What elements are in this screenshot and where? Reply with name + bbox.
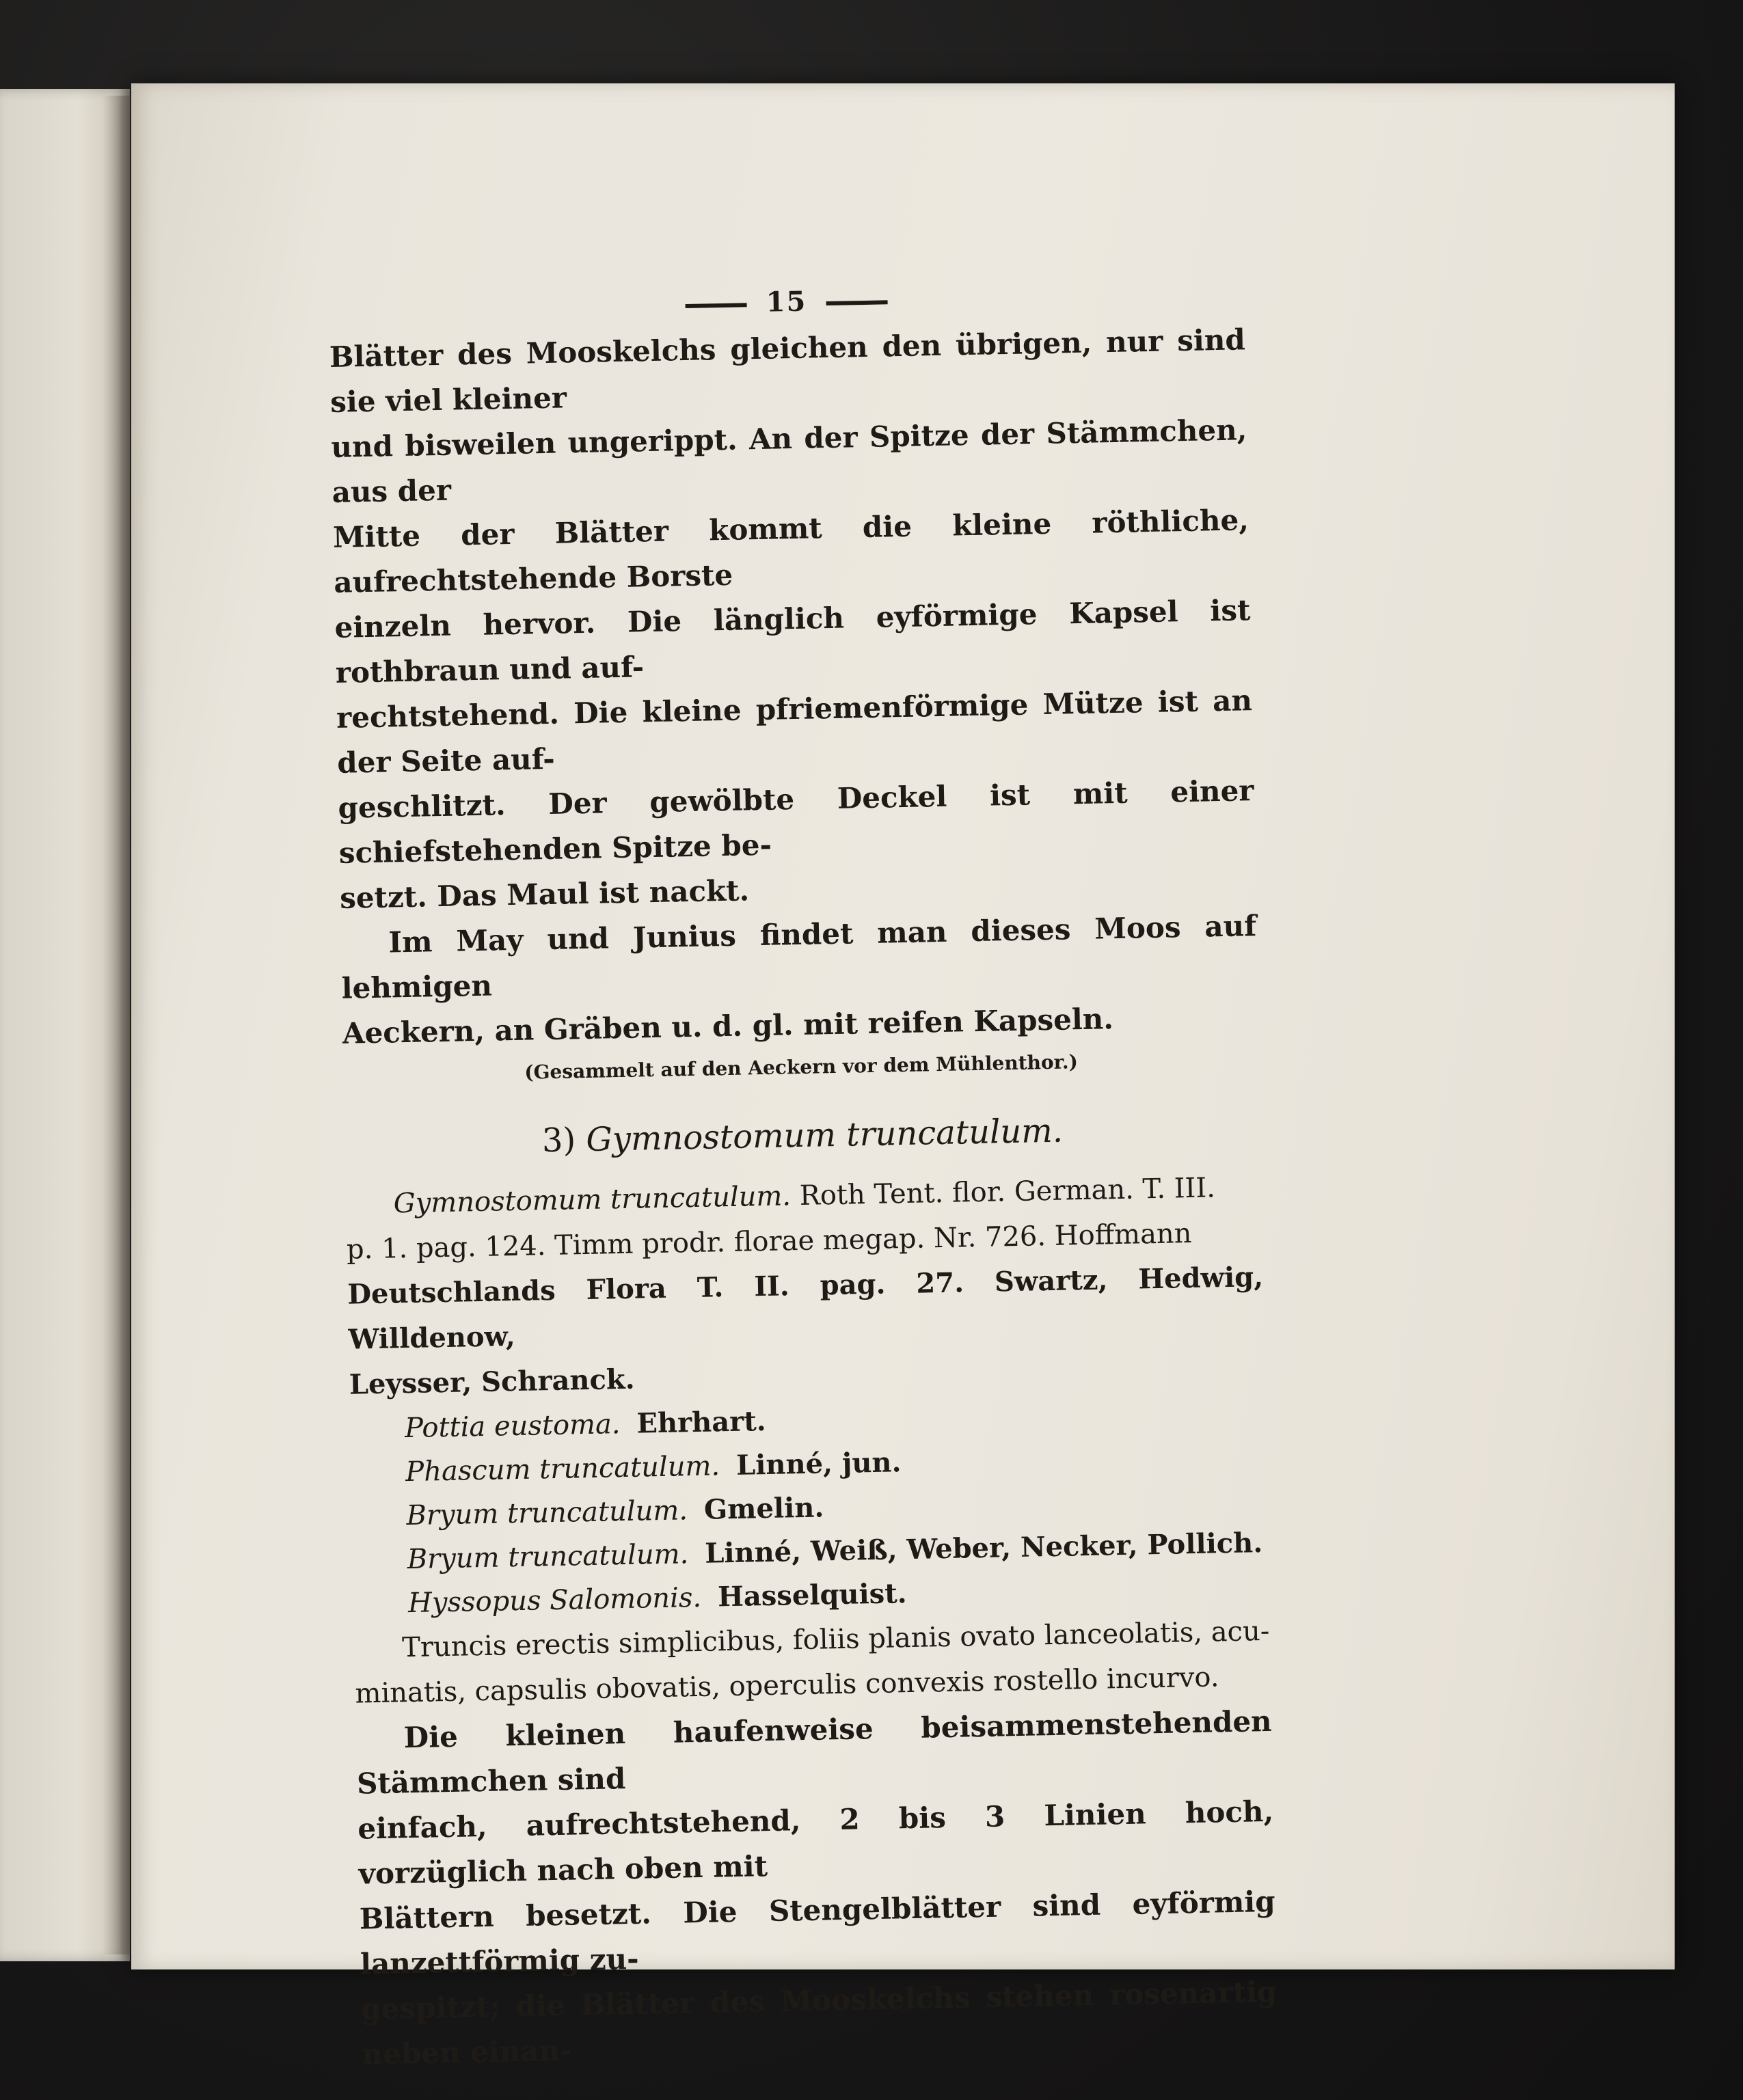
synonym-author: Ehrhart. xyxy=(636,1405,767,1440)
text-line: Im May und Junius findet man dieses Moos auf lehmigen xyxy=(341,909,1257,1005)
reference-latin-name: Gymnostomum truncatulum. xyxy=(393,1180,792,1220)
text-line: rechtstehend. Die kleine pfriemenförmige Mütze ist an der Seite auf- xyxy=(336,683,1253,780)
synonym-latin: Bryum truncatulum. xyxy=(406,1495,688,1532)
page-content xyxy=(328,269,1278,2077)
reference-block xyxy=(345,1164,1265,1408)
latin-diagnosis xyxy=(354,1609,1271,1717)
reference-line: p. 1. pag. 124. Timm prodr. florae megap. Nr. 726. Hoffmann xyxy=(346,1218,1192,1266)
reference-line: Leysser, Schranck. xyxy=(349,1363,635,1401)
text-line: und bisweilen ungerippt. An der Spitze der Stämmchen, aus der xyxy=(331,413,1247,509)
text-line: Blättern besetzt. Die Stengelblätter sind eyförmig lanzettförmig zu- xyxy=(359,1884,1276,1981)
synonym-latin: Bryum truncatulum. xyxy=(407,1538,689,1576)
reference-line-rest: Roth Tent. flor. German. T. III. xyxy=(799,1172,1216,1212)
paragraph-description xyxy=(355,1699,1278,2077)
section-heading xyxy=(344,1096,1260,1175)
section-species-name: Gymnostomum truncatulum. xyxy=(585,1111,1064,1159)
header-rule-left xyxy=(686,303,747,308)
text-line: Aeckern, an Gräben u. d. gl. mit reifen Kapseln. xyxy=(342,1002,1114,1050)
reference-line: Deutschlands Flora T. II. pag. 27. Swartz, Hedwig, Willdenow, xyxy=(347,1261,1264,1356)
collection-note: (Gesammelt auf den Aeckern vor dem Mühlenthor.) xyxy=(524,1050,1079,1084)
synonym-author: Linné, Weiß, Weber, Necker, Pollich. xyxy=(704,1527,1263,1570)
section-number: 3) xyxy=(541,1121,576,1160)
synonym-latin: Pottia eustoma. xyxy=(404,1408,621,1445)
text-line: Blätter des Mooskelchs gleichen den übrigen, nur sind sie viel kleiner xyxy=(329,323,1246,419)
synonym-author: Gmelin. xyxy=(703,1491,824,1526)
header-rule-right xyxy=(826,300,887,305)
text-line: einfach, aufrechtstehend, 2 bis 3 Linien hoch, vorzüglich nach oben mit xyxy=(357,1794,1274,1891)
paragraph-description-continued xyxy=(329,317,1256,921)
text-line: setzt. Das Maul ist nackt. xyxy=(339,873,750,915)
synonym-list xyxy=(349,1390,1269,1626)
text-line: Die kleinen haufenweise beisammenstehenden Stämmchen sind xyxy=(356,1704,1273,1801)
diagnosis-line: Truncis erectis simplicibus, foliis planis ovato lanceolatis, acu- xyxy=(401,1615,1270,1664)
diagnosis-line: minatis, capsulis obovatis, operculis convexis rostello incurvo. xyxy=(355,1661,1219,1710)
paragraph-habitat xyxy=(340,903,1259,1056)
text-line: Mitte der Blätter kommt die kleine röthliche, aufrechtstehende Borste xyxy=(332,503,1249,599)
synonym-author: Linné, jun. xyxy=(735,1446,902,1482)
text-line: gespitzt; die Blätter des Mooskelchs stehen rosenartig neben einan- xyxy=(360,1974,1278,2071)
synonym-latin: Hyssopus Salomonis. xyxy=(407,1581,702,1620)
text-line: einzeln hervor. Die länglich eyförmige Kapsel ist rothbraun und auf- xyxy=(334,593,1251,690)
page-number: 15 xyxy=(766,285,807,318)
text-line: geschlitzt. Der gewölbte Deckel ist mit einer schiefstehenden Spitze be- xyxy=(338,774,1254,870)
synonym-author: Hasselquist. xyxy=(717,1577,908,1613)
synonym-latin: Phascum truncatulum. xyxy=(405,1450,720,1488)
